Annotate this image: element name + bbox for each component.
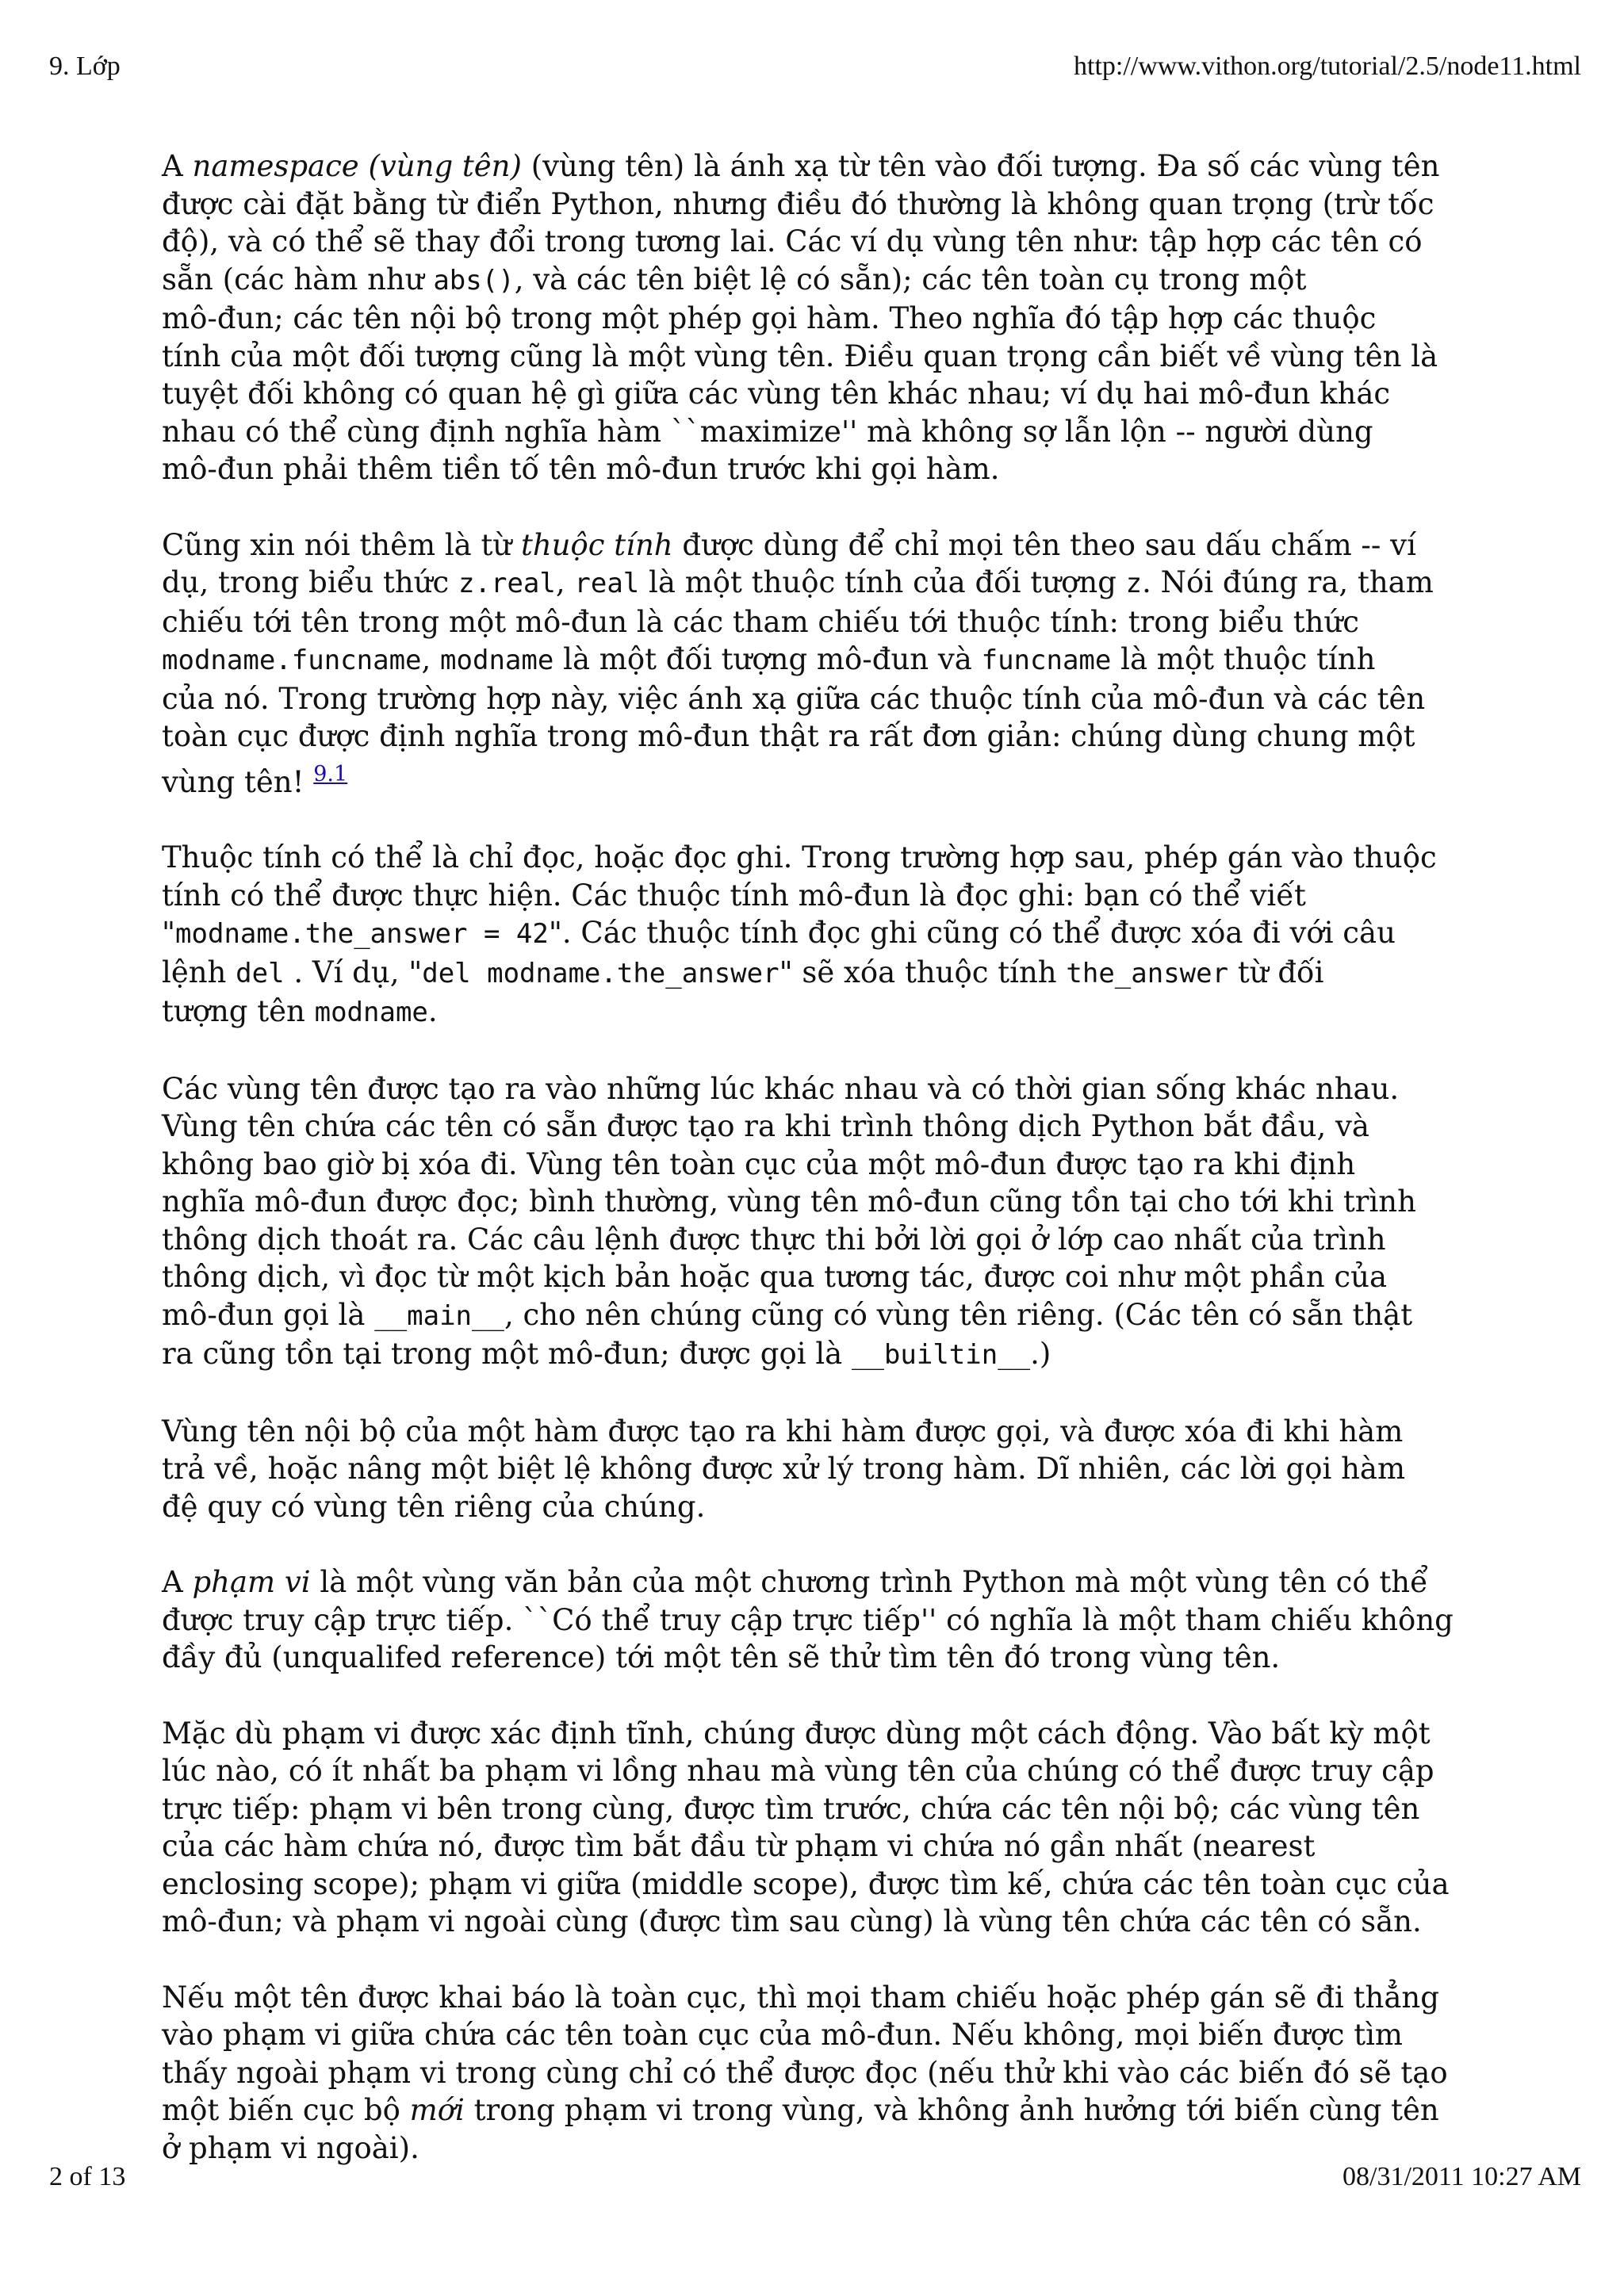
text-line — [162, 2130, 1478, 2168]
text-line — [162, 1450, 1478, 1488]
code-text: modname.the_answer = 42 — [175, 918, 549, 950]
text-line — [162, 877, 1478, 915]
code-text: __builtin__ — [851, 1339, 1031, 1371]
text-run: tính của một đối tượng cũng là một vùng tên. Điều quan trọng cần biết về vùng tên là — [162, 339, 1438, 373]
paragraph — [162, 1563, 1478, 1677]
text-line — [162, 261, 1478, 300]
page-header-url: http://www.vithon.org/tutorial/2.5/node11.html — [1074, 52, 1581, 81]
paragraph — [162, 1715, 1478, 1941]
paragraph — [162, 839, 1478, 1032]
text-run: tính có thể được thực hiện. Các thuộc tính mô-đun là đọc ghi: bạn có thể viết — [162, 878, 1306, 913]
text-run: ở phạm vi ngoài). — [162, 2130, 419, 2165]
text-run: đầy đủ (unqualifed reference) tới một tên sẽ thử tìm tên đó trong vùng tên. — [162, 1640, 1281, 1674]
text-run: thông dịch thoát ra. Các câu lệnh được thực thi bởi lời gọi ở lớp cao nhất của trình — [162, 1222, 1386, 1257]
text-run: .) — [1030, 1337, 1051, 1371]
text-run: Các vùng tên được tạo ra vào những lúc khác nhau và có thời gian sống khác nhau. — [162, 1071, 1400, 1106]
text-line — [162, 1488, 1478, 1526]
text-run: chiếu tới tên trong một mô-đun là các tham chiếu tới thuộc tính: trong biểu thức — [162, 604, 1360, 639]
text-run: của các hàm chứa nó, được tìm bắt đầu từ phạm vi chứa nó gần nhất (nearest — [162, 1829, 1316, 1863]
text-run: Cũng xin nói thêm là từ — [162, 527, 521, 562]
code-text: z — [1125, 568, 1143, 599]
text-line — [162, 186, 1478, 224]
text-line — [162, 2054, 1478, 2092]
text-line — [162, 375, 1478, 413]
text-line — [162, 1335, 1478, 1375]
page-footer-timestamp: 08/31/2011 10:27 AM — [1342, 2162, 1581, 2191]
text-line — [162, 718, 1478, 756]
text-run: sẵn (các hàm như — [162, 262, 434, 297]
text-run: vùng tên! — [162, 764, 314, 799]
text-run: lệnh — [162, 955, 236, 989]
text-run: dụ, trong biểu thức — [162, 565, 459, 599]
code-text: funcname — [981, 645, 1112, 676]
text-run: được cài đặt bằng từ điển Python, nhưng điều đó thường là không quan trọng (trừ tốc — [162, 186, 1434, 221]
paragraph — [162, 1413, 1478, 1526]
code-text: abs() — [433, 264, 515, 297]
text-run: , — [421, 642, 441, 676]
text-run: tuyệt đối không có quan hệ gì giữa các vùng tên khác nhau; ví dụ hai mô-đun khác — [162, 377, 1391, 411]
text-line — [162, 1258, 1478, 1296]
text-line — [162, 1563, 1478, 1601]
text-run: là một đối tượng mô-đun và — [553, 642, 982, 676]
text-run: trong phạm vi trong vùng, và không ảnh hưởng tới biến cùng tên — [464, 2093, 1439, 2127]
text-line — [162, 2091, 1478, 2130]
text-run: enclosing scope); phạm vi giữa (middle scope), được tìm kế, chứa các tên toàn cục của — [162, 1866, 1450, 1901]
text-run: nghĩa mô-đun được đọc; bình thường, vùng tên mô-đun cũng tồn tại cho tới khi trình — [162, 1184, 1416, 1219]
text-line — [162, 756, 1478, 802]
text-run: " sẽ xóa thuộc tính — [779, 955, 1067, 989]
text-run: mô-đun gọi là — [162, 1297, 375, 1332]
text-run: từ đối — [1228, 955, 1324, 989]
paragraph — [162, 147, 1478, 488]
text-run: A — [162, 149, 193, 183]
code-text: modname — [314, 997, 428, 1028]
text-line — [162, 300, 1478, 338]
code-text: the_answer — [1066, 957, 1229, 989]
text-run: mô-đun; các tên nội bộ trong một phép gọi hàm. Theo nghĩa đó tập hợp các thuộc — [162, 301, 1377, 335]
text-run: , cho nên chúng cũng có vùng tên riêng. (Các tên có sẵn thật — [504, 1297, 1413, 1332]
text-line — [162, 680, 1478, 718]
text-run: A — [162, 1565, 193, 1599]
document-body — [162, 147, 1478, 2205]
text-line — [162, 147, 1478, 186]
text-line — [162, 526, 1478, 564]
text-run: không bao giờ bị xóa đi. Vùng tên toàn cục của một mô-đun được tạo ra khi định — [162, 1146, 1356, 1181]
text-run: , — [555, 565, 575, 599]
text-line — [162, 1903, 1478, 1941]
text-line — [162, 450, 1478, 488]
text-run: là một thuộc tính của đối tượng — [639, 565, 1126, 599]
italic-term: mới — [409, 2093, 465, 2127]
paragraph — [162, 1070, 1478, 1375]
text-run: (vùng tên) là ánh xạ từ tên vào đối tượng. Đa số các vùng tên — [521, 149, 1440, 183]
italic-term: phạm vi — [192, 1565, 311, 1599]
text-line — [162, 1790, 1478, 1828]
text-run: Mặc dù phạm vi được xác định tĩnh, chúng được dùng một cách động. Vào bất kỳ một — [162, 1716, 1431, 1751]
code-text: del — [236, 957, 285, 989]
footnote-link[interactable]: 9.1 — [313, 761, 348, 786]
text-line — [162, 954, 1478, 993]
text-line — [162, 1866, 1478, 1904]
text-line — [162, 603, 1478, 641]
text-line — [162, 1183, 1478, 1221]
text-line — [162, 564, 1478, 603]
code-text: __main__ — [374, 1299, 504, 1332]
text-line — [162, 914, 1478, 954]
text-run: . Ví dụ, " — [284, 955, 423, 989]
code-text: modname — [440, 645, 554, 676]
code-text: real — [574, 568, 640, 599]
text-run: là một thuộc tính — [1111, 642, 1376, 676]
text-run: một biến cục bộ — [162, 2093, 410, 2127]
text-line — [162, 223, 1478, 261]
text-line — [162, 1827, 1478, 1866]
text-run: Thuộc tính có thể là chỉ đọc, hoặc đọc ghi. Trong trường hợp sau, phép gán vào thuộc — [162, 840, 1437, 874]
text-line — [162, 1296, 1478, 1336]
text-run: trực tiếp: phạm vi bên trong cùng, được tìm trước, chứa các tên nội bộ; các vùng tên — [162, 1791, 1420, 1826]
text-run: thông dịch, vì đọc từ một kịch bản hoặc qua tương tác, được coi như một phần của — [162, 1260, 1388, 1294]
text-run: là một vùng văn bản của một chương trình Python mà một vùng tên có thể — [310, 1565, 1428, 1599]
code-text: modname.funcname — [162, 645, 422, 676]
text-run: Vùng tên nội bộ của một hàm được tạo ra khi hàm được gọi, và được xóa đi khi hàm — [162, 1414, 1404, 1448]
text-line — [162, 641, 1478, 680]
text-line — [162, 1979, 1478, 2017]
text-line — [162, 1413, 1478, 1451]
text-run: Nếu một tên được khai báo là toàn cục, thì mọi tham chiếu hoặc phép gán sẽ đi thẳng — [162, 1980, 1439, 2015]
text-run: mô-đun phải thêm tiền tố tên mô-đun trước khi gọi hàm. — [162, 452, 1000, 486]
text-run: , và các tên biệt lệ có sẵn); các tên toàn cụ trong một — [514, 262, 1307, 297]
text-run: mô-đun; và phạm vi ngoài cùng (được tìm sau cùng) là vùng tên chứa các tên có sẵn. — [162, 1904, 1422, 1938]
text-line — [162, 839, 1478, 877]
text-run: Vùng tên chứa các tên có sẵn được tạo ra khi trình thông dịch Python bắt đầu, và — [162, 1109, 1369, 1143]
text-run: đệ quy có vùng tên riêng của chúng. — [162, 1489, 706, 1524]
page-header-title: 9. Lớp — [49, 52, 121, 81]
italic-term: namespace (vùng tên) — [192, 149, 522, 183]
text-run: ". Các thuộc tính đọc ghi cũng có thể được xóa đi với câu — [548, 916, 1396, 950]
text-run: . — [427, 994, 438, 1028]
text-line — [162, 1221, 1478, 1259]
text-line — [162, 993, 1478, 1032]
text-line — [162, 1146, 1478, 1184]
text-run: độ), và có thể sẽ thay đổi trong tương lai. Các ví dụ vùng tên như: tập hợp các tên có — [162, 224, 1423, 258]
text-line — [162, 2016, 1478, 2054]
text-run: tượng tên — [162, 994, 315, 1028]
text-line — [162, 1715, 1478, 1753]
text-run: " — [162, 916, 176, 950]
code-text: del modname.the_answer — [422, 957, 779, 989]
paragraph — [162, 1979, 1478, 2168]
text-line — [162, 413, 1478, 451]
text-run: vào phạm vi giữa chứa các tên toàn cục của mô-đun. Nếu không, mọi biến được tìm — [162, 2018, 1404, 2052]
text-line — [162, 1752, 1478, 1790]
paragraph — [162, 526, 1478, 802]
text-run: thấy ngoài phạm vi trong cùng chỉ có thể được đọc (nếu thử khi vào các biến đó sẽ tạo — [162, 2055, 1448, 2090]
text-line — [162, 1601, 1478, 1640]
text-line — [162, 338, 1478, 376]
text-line — [162, 1639, 1478, 1677]
text-run: của nó. Trong trường hợp này, việc ánh xạ giữa các thuộc tính của mô-đun và các tên — [162, 681, 1426, 716]
text-run: . Nói đúng ra, tham — [1142, 565, 1434, 599]
text-run: lúc nào, có ít nhất ba phạm vi lồng nhau mà vùng tên của chúng có thể được truy cập — [162, 1754, 1434, 1788]
text-run: được dùng để chỉ mọi tên theo sau dấu chấm -- ví — [672, 527, 1416, 562]
italic-term: thuộc tính — [520, 527, 673, 562]
text-run: nhau có thể cùng định nghĩa hàm ``maximize'' mà không sợ lẫn lộn -- người dùng — [162, 414, 1373, 449]
text-run: được truy cập trực tiếp. ``Có thể truy cập trực tiếp'' có nghĩa là một tham chiếu không — [162, 1602, 1454, 1637]
text-line — [162, 1108, 1478, 1146]
text-run: ra cũng tồn tại trong một mô-đun; được gọi là — [162, 1337, 852, 1371]
text-run: trả về, hoặc nâng một biệt lệ không được xử lý trong hàm. Dĩ nhiên, các lời gọi hàm — [162, 1452, 1406, 1486]
code-text: z.real — [458, 568, 556, 599]
page-footer-page-count: 2 of 13 — [49, 2162, 126, 2191]
text-line — [162, 1070, 1478, 1108]
text-run: toàn cục được định nghĩa trong mô-đun thật ra rất đơn giản: chúng dùng chung một — [162, 719, 1415, 753]
